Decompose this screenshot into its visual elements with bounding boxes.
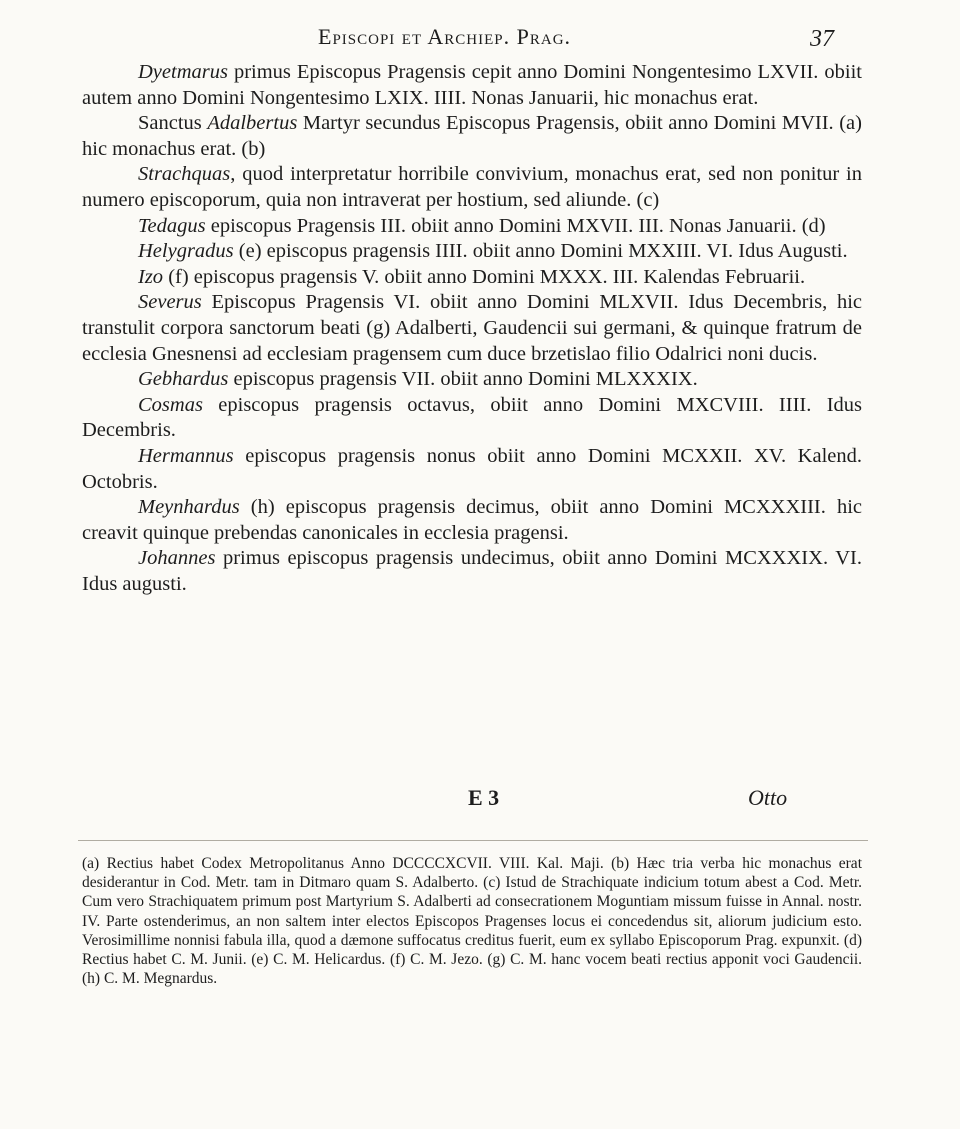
paragraph-meynhardus [82, 495, 862, 546]
bishop-name: Gebhardus [138, 368, 229, 391]
paragraph-helygradus [82, 239, 862, 265]
footnotes-text: (a) Rectius habet Codex Metropolitanus Anno DCCCCXCVII. VIII. Kal. Maji. (b) Hæc tria verba hic monachus erat desiderantur in Cod. Metr. tam in Ditmaro quam S. Adalberto. (c) Istud de Strachiquate indicium totum abest a Cod. Metr. Cum vero Strachiquatem primum post Martyrium S. Adalberti ad consecrationem Moguntiam missum fuisse in Annal. nostr. IV. Parte ostenderimus, an non saltem inter electos Episcopos Pragenses locus ei concedendus sit, aliorum judicium esto. Verosimillime nonnisi fabula illa, quod a dæmone suffocatus creditus fuerit, eum ex syllabo Episcoporum Prag. expunxit. (d) Rectius habet C. M. Junii. (e) C. M. Helicardus. (f) C. M. Jezo. (g) C. M. hanc vocem beati rectius apponit voci Gaudencii. (h) C. M. Megnardus. [82, 855, 862, 988]
bishop-name: Meynhardus [138, 496, 240, 519]
paragraph-hermannus [82, 444, 862, 495]
paragraph-text: Martyr secundus Episcopus Pragensis, obiit anno Domini MVII. (a) hic monachus erat. (b) [82, 112, 862, 160]
bishop-name: Johannes [138, 547, 216, 570]
paragraph-strachquas [82, 162, 862, 213]
page-number: 37 [810, 26, 834, 52]
bishop-name: Strachquas [138, 163, 231, 186]
paragraph-dyetmarus [82, 60, 862, 111]
paragraph-text: , quod interpretatur horribile convivium, monachus erat, sed non ponitur in numero episcoporum, quia non intraverat per hostium, sed aliunde. (c) [82, 163, 862, 211]
footnote-divider [78, 840, 868, 841]
paragraph-text: primus episcopus pragensis undecimus, obiit anno Domini MCXXXIX. VI. Idus augusti. [82, 547, 862, 595]
main-text [82, 60, 862, 597]
paragraph-text: episcopus Pragensis III. obiit anno Domini MXVII. III. Nonas Januarii. (d) [205, 214, 826, 237]
paragraph-gebhardus [82, 367, 862, 393]
paragraph-text: episcopus pragensis octavus, obiit anno Domini MXCVIII. IIII. Idus Decembris. [82, 393, 862, 442]
paragraph-tedagus [82, 214, 862, 240]
signature-mark: E 3 [468, 785, 500, 810]
running-head: Episcopi et Archiep. Prag. [318, 24, 572, 49]
paragraph-text: (e) episcopus pragensis IIII. obiit anno Domini MXXIII. VI. Idus Augusti. [233, 240, 848, 263]
paragraph-text: primus Episcopus Pragensis cepit anno Domini Nongentesimo LXVII. obiit autem anno Domini Nongentesimo LXIX. IIII. Nonas Januarii, hic monachus erat. [82, 61, 862, 109]
paragraph-cosmas [82, 393, 862, 444]
paragraph-text: (h) episcopus pragensis decimus, obiit anno Domini MCXXXIII. hic creavit quinque prebendas canonicales in ecclesia pragensi. [82, 496, 862, 544]
bishop-name: Severus [138, 291, 202, 314]
paragraph-severus [82, 290, 862, 367]
bishop-name: Adalbertus [207, 112, 298, 135]
paragraph-lead: Sanctus [138, 112, 208, 135]
paragraph-johannes [82, 546, 862, 597]
paragraph-izo [82, 265, 862, 291]
catchword: Otto [748, 785, 788, 810]
page-foot-line [0, 785, 960, 815]
bishop-name: Hermannus [138, 444, 234, 467]
bishop-name: Cosmas [138, 393, 203, 416]
bishop-name: Tedagus [138, 214, 206, 237]
bishop-name: Izo [138, 265, 164, 288]
bishop-name: Helygradus [138, 240, 234, 263]
paragraph-adalbertus [82, 111, 862, 162]
paragraph-text: (f) episcopus pragensis V. obiit anno Domini MXXX. III. Kalendas Februarii. [163, 265, 806, 288]
paragraph-text: episcopus pragensis nonus obiit anno Domini MCXXII. XV. Kalend. Octobris. [82, 444, 862, 493]
paragraph-text: Episcopus Pragensis VI. obiit anno Domini MLXVII. Idus Decembris, hic transtulit corpora sanctorum beati (g) Adalberti, Gaudencii sui germani, & quinque fratrum de ecclesia Gnesnensi ad ecclesiam pragensem cum duce brzetislao filio Odalrici noni ducis. [82, 291, 862, 365]
footnotes [82, 854, 862, 988]
page-header [0, 24, 960, 56]
bishop-name: Dyetmarus [138, 61, 228, 83]
paragraph-text: episcopus pragensis VII. obiit anno Domini MLXXXIX. [228, 368, 698, 391]
